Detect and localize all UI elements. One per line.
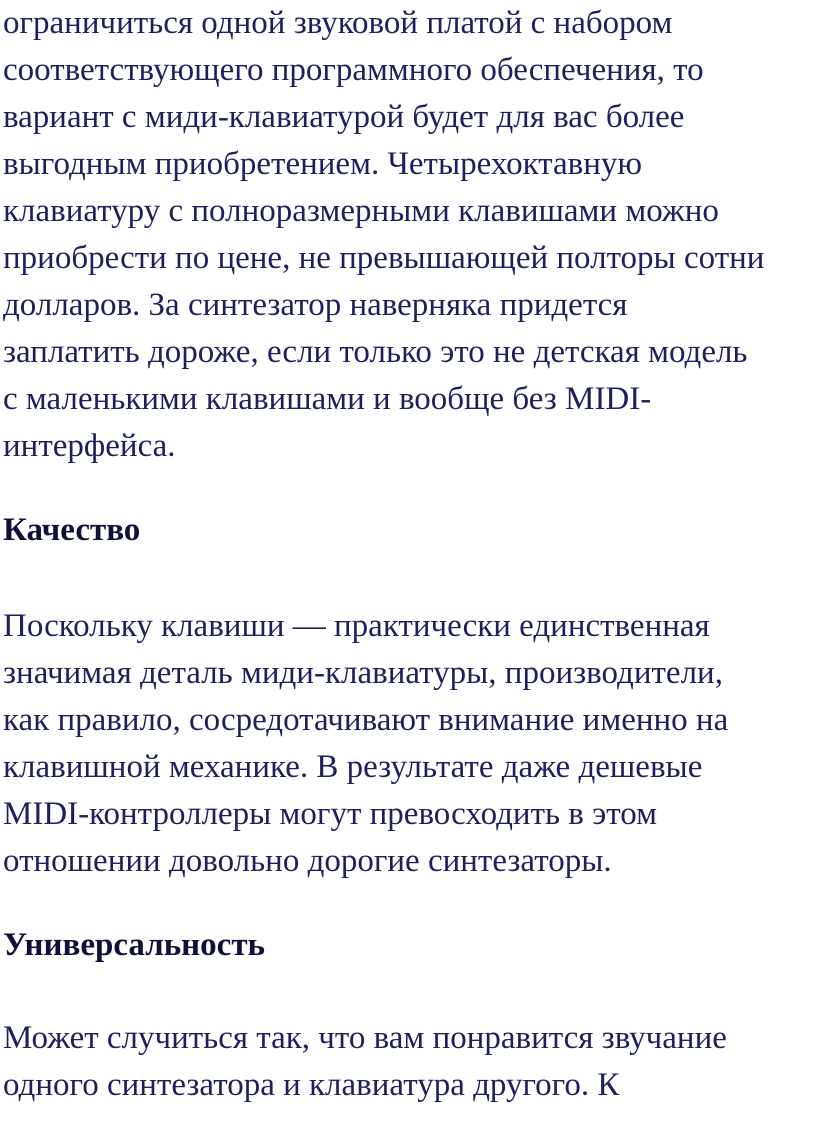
text-line: долларов. За синтезатор наверняка придется bbox=[3, 287, 628, 323]
text-line: одного синтезатора и клавиатура другого. К bbox=[3, 1067, 620, 1103]
text-line: приобрести по цене, не превышающей полторы сотни bbox=[3, 240, 765, 276]
text-line: отношении довольно дорогие синтезаторы. bbox=[3, 843, 612, 879]
text-line: Поскольку клавиши — практически единственная bbox=[3, 608, 710, 644]
text-line: заплатить дороже, если только это не детская модель bbox=[3, 334, 748, 370]
text-line: как правило, сосредотачивают внимание именно на bbox=[3, 702, 729, 738]
text-line: ограничиться одной звуковой платой с набором bbox=[3, 5, 673, 41]
text-line: клавиатуру с полноразмерными клавишами можно bbox=[3, 193, 719, 229]
text-line: вариант с миди-клавиатурой будет для вас более bbox=[3, 99, 685, 135]
text-line: выгодным приобретением. Четырехоктавную bbox=[3, 146, 643, 182]
text-line: соответствующего программного обеспечения, то bbox=[3, 52, 704, 88]
text-line: с маленькими клавишами и вообще без MIDI- bbox=[3, 381, 652, 417]
text-line: клавишной механике. В результате даже дешевые bbox=[3, 749, 703, 785]
section-heading-universality: Универсальность bbox=[3, 927, 265, 963]
section-heading-quality: Качество bbox=[3, 512, 141, 548]
text-line: значимая деталь миди-клавиатуры, производители, bbox=[3, 655, 723, 691]
text-line: Может случиться так, что вам понравится звучание bbox=[3, 1020, 727, 1056]
text-line: интерфейса. bbox=[3, 428, 176, 464]
text-line: MIDI-контроллеры могут превосходить в этом bbox=[3, 796, 658, 832]
